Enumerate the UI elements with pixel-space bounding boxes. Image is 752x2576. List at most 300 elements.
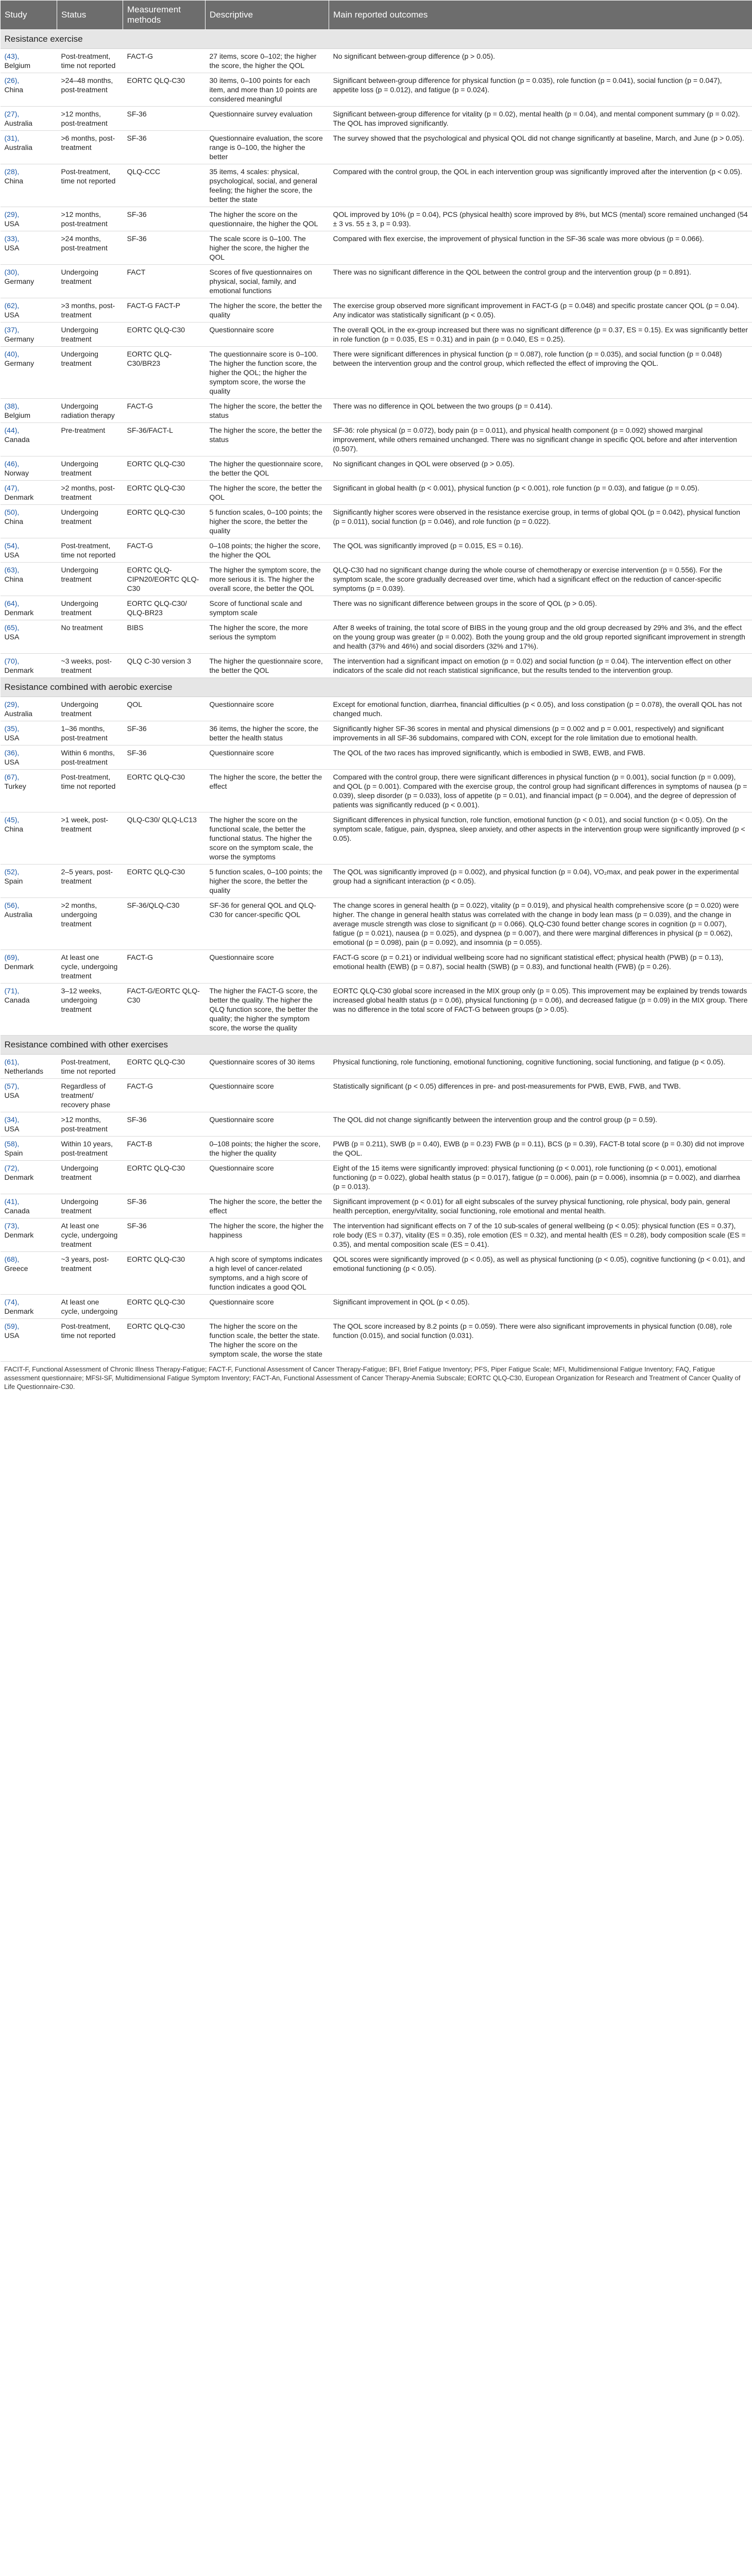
table-row [1,984,752,1036]
method-cell: SF-36/FACT-L [123,423,206,456]
table-row [1,131,752,164]
study-country: USA [4,551,20,559]
outcome-cell: QOL scores were significantly improved (p < 0.05), as well as physical functioning (p < 0.05), cognitive functioning (p < 0.01), and emotional functioning (p < 0.05). [329,1252,752,1295]
status-cell: Undergoing radiation therapy [57,399,123,423]
study-cell [1,596,57,620]
method-cell: FACT-G [123,399,206,423]
outcome-cell: Significant improvement (p < 0.01) for all eight subscales of the survey physical functioning, role physical, body pain, general health perception, energy/vitality, social functioning, role emotional and mental health. [329,1194,752,1218]
table-row [1,49,752,73]
method-cell: EORTC QLQ-C30 [123,1161,206,1194]
outcome-cell: Significant improvement in QOL (p < 0.05). [329,1295,752,1319]
study-country: Germany [4,359,35,367]
status-cell: ~3 weeks, post-treatment [57,654,123,678]
section-header [1,1036,752,1055]
study-country: USA [4,311,20,319]
study-cell [1,1161,57,1194]
status-cell: At least one cycle, undergoing [57,1295,123,1319]
table-row [1,323,752,347]
status-cell: Undergoing treatment [57,563,123,596]
status-cell: Undergoing treatment [57,1194,123,1218]
status-cell: Regardless of treatment/ recovery phase [57,1079,123,1112]
study-cell [1,164,57,207]
method-cell: EORTC QLQ-C30 [123,323,206,347]
status-cell: Undergoing treatment [57,596,123,620]
status-cell: Post-treatment, time not reported [57,1055,123,1079]
outcome-cell: Compared with flex exercise, the improvement of physical function in the SF-36 scale was more obvious (p = 0.066). [329,231,752,265]
table-row [1,950,752,984]
reference-link[interactable]: (34), [4,1115,20,1124]
table-row [1,596,752,620]
method-cell: SF-36 [123,207,206,231]
study-cell [1,721,57,745]
outcome-cell: Compared with the control group, there were significant differences in physical function (p = 0.001), social function (p = 0.009), and QOL (p = 0.001). Compared with the exercise group, the control group had significant differences in symptoms of nausea (p = 0.039), sleep disorder (p = 0.033), loss of appetite (p = 0.01), and financial impact (p = 0.004), and the degree of depression of patients was significantly reduced (p < 0.001). [329,770,752,812]
study-cell [1,898,57,950]
study-cell [1,812,57,865]
reference-link[interactable]: (35), [4,724,20,733]
reference-link[interactable]: (57), [4,1082,20,1090]
outcome-cell: No significant changes in QOL were observed (p > 0.05). [329,456,752,481]
study-country: Turkey [4,782,26,790]
method-cell: FACT-G [123,538,206,563]
descriptive-cell: SF-36 for general QOL and QLQ-C30 for cancer-specific QOL [206,898,329,950]
section-title: Resistance exercise [1,30,752,49]
outcome-cell: FACT-G score (p = 0.21) or individual wellbeing score had no significant statistical effect; physical health (PWB) (p = 0.13), emotional health (EWB) (p = 0.87), social health (SWB) (p = 0.83), and functional health (FWB) (p = 0.26). [329,950,752,984]
reference-link[interactable]: (26), [4,76,20,84]
study-cell [1,207,57,231]
reference-link[interactable]: (47), [4,484,20,492]
outcome-cell: The QOL score increased by 8.2 points (p = 0.059). There were also significant improvements in physical function (0.08), role function (0.015), and social function (0.031). [329,1319,752,1362]
status-cell: Undergoing treatment [57,456,123,481]
study-country: Greece [4,1264,28,1273]
study-country: USA [4,734,20,742]
status-cell: At least one cycle, undergoing treatment [57,950,123,984]
status-cell: Pre-treatment [57,423,123,456]
descriptive-cell: Questionnaire score [206,745,329,770]
study-cell [1,423,57,456]
descriptive-cell: The higher the symptom score, the more serious it is. The higher the overall score, the better the QOL [206,563,329,596]
descriptive-cell: The higher the score, the better the QOL [206,481,329,505]
reference-link[interactable]: (27), [4,110,20,118]
reference-link[interactable]: (73), [4,1222,20,1230]
outcome-cell: SF-36: role physical (p = 0.072), body pain (p = 0.011), and physical health component (p = 0.092) showed marginal improvement, while others remained unchanged. There was no significant change in specific QOL before and after intervention (0.507). [329,423,752,456]
table-row [1,481,752,505]
outcome-cell: No significant between-group difference (p > 0.05). [329,49,752,73]
descriptive-cell: The questionnaire score is 0–100. The higher the function score, the higher the QOL; the higher the symptom score, the worse the quality [206,347,329,399]
table-row [1,456,752,481]
study-cell [1,231,57,265]
study-country: China [4,86,24,94]
study-country: Canada [4,1207,30,1215]
study-cell [1,865,57,898]
outcome-cell: QOL improved by 10% (p = 0.04), PCS (physical health) score improved by 8%, but MCS (mental) score remained unchanged (54 ± 3 vs. 55 ± 3, p = 0.93). [329,207,752,231]
outcome-cell: Significantly higher scores were observed in the resistance exercise group, in terms of global QOL (p = 0.042), physical function (p = 0.011), social function (p = 0.046), and role function (p = 0.022). [329,505,752,538]
outcome-cell: Statistically significant (p < 0.05) differences in pre- and post-measurements for PWB, EWB, FWB, and TWB. [329,1079,752,1112]
reference-link[interactable]: (30), [4,268,20,276]
study-cell [1,131,57,164]
study-country: Australia [4,709,32,718]
status-cell: Undergoing treatment [57,697,123,721]
status-cell: Undergoing treatment [57,323,123,347]
status-cell: Post-treatment, time not reported [57,770,123,812]
study-cell [1,950,57,984]
method-cell: FACT [123,265,206,298]
descriptive-cell: A high score of symptoms indicates a high level of cancer-related symptoms, and a high score of function indicates a good QOL [206,1252,329,1295]
table-body [1,30,752,1362]
outcome-cell: The exercise group observed more significant improvement in FACT-G (p = 0.048) and specific prostate cancer QOL (p = 0.04). Any indicator was statistically significant (p < 0.05). [329,298,752,323]
study-cell [1,107,57,131]
status-cell: >3 months, post-treatment [57,298,123,323]
table-row [1,73,752,107]
reference-link[interactable]: (56), [4,901,20,909]
table-row [1,505,752,538]
study-country: Denmark [4,1307,34,1315]
descriptive-cell: The higher the score, the better the effect [206,1194,329,1218]
study-country: Denmark [4,608,34,617]
outcome-cell: Significantly higher SF-36 scores in mental and physical dimensions (p = 0.002 and p = 0.001, respectively) and significant improvements in all SF-36 subdomains, compared with CON, except for the role limitation due to emotional health. [329,721,752,745]
study-country: China [4,825,24,833]
reference-link[interactable]: (44), [4,426,20,434]
descriptive-cell: Questionnaire scores of 30 items [206,1055,329,1079]
reference-link[interactable]: (59), [4,1322,20,1330]
outcome-cell: There was no difference in QOL between the two groups (p = 0.414). [329,399,752,423]
outcome-cell: The QOL did not change significantly between the intervention group and the control group (p = 0.59). [329,1112,752,1137]
table-row [1,898,752,950]
outcome-cell: PWB (p = 0.211), SWB (p = 0.40), EWB (p = 0.23) FWB (p = 0.11), BCS (p = 0.39), FACT-B total score (p = 0.30) did not improve the QOL. [329,1137,752,1161]
study-cell [1,538,57,563]
outcome-cell: QLQ-C30 had no significant change during the whole course of chemotherapy or exercise intervention (p = 0.556). For the symptom scale, the score gradually decreased over time, which had a significant effect on the reduction of cancer-specific symptoms (p = 0.039). [329,563,752,596]
method-cell: SF-36 [123,107,206,131]
reference-link[interactable]: (58), [4,1140,20,1148]
header-row [1,1,752,30]
reference-link[interactable]: (45), [4,816,20,824]
study-country: China [4,575,24,583]
reference-link[interactable]: (65), [4,623,20,632]
outcome-cell: The intervention had a significant impact on emotion (p = 0.02) and social function (p = 0.04). The intervention effect on other indicators of the scale did not reach statistical significance, but the results tended to the intervention group. [329,654,752,678]
descriptive-cell: The higher the questionnaire score, the better the QOL [206,654,329,678]
study-cell [1,620,57,654]
section-title: Resistance combined with other exercises [1,1036,752,1055]
outcome-cell: Significant in global health (p < 0.001), physical function (p < 0.001), role function (p = 0.03), and fatigue (p = 0.05). [329,481,752,505]
outcome-cell: The intervention had significant effects on 7 of the 10 sub-scales of general wellbeing (p < 0.05): physical function (ES = 0.37), role body (ES = 0.37), vitality (ES = 0.35), role emotion (ES = 0.32), and mental health (ES = 0.28), body composition scale (ES = 0.35), and mental composition scale (ES = 0.41). [329,1218,752,1252]
study-cell [1,1295,57,1319]
table-row [1,423,752,456]
method-cell: EORTC QLQ-C30 [123,865,206,898]
reference-link[interactable]: (43), [4,52,20,60]
status-cell: >6 months, post-treatment [57,131,123,164]
table-row [1,298,752,323]
study-cell [1,456,57,481]
reference-link[interactable]: (36), [4,749,20,757]
table-row [1,231,752,265]
table-footnote: FACIT-F, Functional Assessment of Chronic Illness Therapy-Fatigue; FACT-F, Functional Assessment of Cancer Therapy-Fatigue; BFI, Brief Fatigue Inventory; PFS, Piper Fatigue Scale; MFI, Multidimensional Fatigue Inventory; FAQ, Fatigue assessment questionnaire; MFSI-SF, Multidimensional Fatigue Symptom Inventory; FACT-An, Functional Assessment of Cancer Therapy-Anemia Subscale; EORTC QLQ-C30, European Organization for Research and Treatment of Cancer Quality of Life Questionnaire-C30. [4,1365,741,1391]
study-country: Canada [4,435,30,444]
study-cell [1,298,57,323]
table-row [1,563,752,596]
method-cell: SF-36 [123,131,206,164]
method-cell: SF-36 [123,1218,206,1252]
descriptive-cell: 0–108 points; the higher the score, the higher the quality [206,1137,329,1161]
status-cell: Within 6 months, post-treatment [57,745,123,770]
study-country: Denmark [4,666,34,674]
method-cell: EORTC QLQ-C30 [123,456,206,481]
reference-link[interactable]: (72), [4,1164,20,1172]
descriptive-cell: The scale score is 0–100. The higher the score, the higher the QOL [206,231,329,265]
reference-link[interactable]: (74), [4,1298,20,1306]
descriptive-cell: Score of functional scale and symptom scale [206,596,329,620]
table-row [1,164,752,207]
study-country: Belgium [4,411,31,419]
reference-link[interactable]: (69), [4,953,20,961]
status-cell: 2–5 years, post-treatment [57,865,123,898]
method-cell: QLQ-CCC [123,164,206,207]
descriptive-cell: The higher the score, the more serious the symptom [206,620,329,654]
study-cell [1,745,57,770]
reference-link[interactable]: (52), [4,868,20,876]
method-cell: QOL [123,697,206,721]
outcome-cell: The overall QOL in the ex-group increased but there was no significant difference (p = 0.37, ES = 0.15). Ex was significantly better in role function (p = 0.035, ES = 0.31) and in pain (p = 0.040, ES = 0.25). [329,323,752,347]
table-row [1,1252,752,1295]
reference-link[interactable]: (41), [4,1197,20,1206]
reference-link[interactable]: (28), [4,167,20,176]
method-cell: EORTC QLQ-C30 [123,505,206,538]
study-cell [1,265,57,298]
reference-link[interactable]: (40), [4,350,20,358]
study-cell [1,1194,57,1218]
study-country: USA [4,1331,20,1340]
method-cell: EORTC QLQ-C30 [123,481,206,505]
outcome-cell: There were significant differences in physical function (p = 0.087), role function (p = 0.035), and social function (p = 0.048) between the intervention group and the control group, which reflected the effect of improving the QOL. [329,347,752,399]
outcome-cell: The QOL of the two races has improved significantly, which is embodied in SWB, EWB, and FWB. [329,745,752,770]
reference-link[interactable]: (68), [4,1255,20,1263]
study-country: USA [4,633,20,641]
reference-link[interactable]: (31), [4,134,20,142]
reference-link[interactable]: (29), [4,210,20,218]
outcome-cell: Eight of the 15 items were significantly improved: physical functioning (p < 0.001), role functioning (p < 0.001), emotional functioning (p = 0.022), global health status (p = 0.017), fatigue (p = 0.006), pain (p = 0.006), insomnia (p = 0.002), and diarrhea (p = 0.013). [329,1161,752,1194]
outcome-cell: Except for emotional function, diarrhea, financial difficulties (p < 0.05), and loss constipation (p = 0.078), the overall QOL has not changed much. [329,697,752,721]
method-cell: FACT-G [123,49,206,73]
descriptive-cell: 5 function scales, 0–100 points; the higher the score, the better the quality [206,505,329,538]
status-cell: ~3 years, post-treatment [57,1252,123,1295]
header-study: Study [1,1,57,30]
table-row [1,538,752,563]
descriptive-cell: The higher the score, the higher the happiness [206,1218,329,1252]
section-header [1,30,752,49]
descriptive-cell: Questionnaire evaluation, the score range is 0–100, the higher the better [206,131,329,164]
study-cell [1,481,57,505]
table-row [1,107,752,131]
study-cell [1,697,57,721]
descriptive-cell: The higher the score, the better the status [206,399,329,423]
reference-link[interactable]: (61), [4,1058,20,1066]
descriptive-cell: Questionnaire score [206,1079,329,1112]
outcome-cell: The survey showed that the psychological and physical QOL did not change significantly at baseline, March, and June (p > 0.05). [329,131,752,164]
descriptive-cell: The higher the score, the better the status [206,423,329,456]
method-cell: SF-36 [123,1112,206,1137]
study-country: China [4,177,24,185]
table-row [1,697,752,721]
study-country: Netherlands [4,1067,43,1075]
study-country: Spain [4,877,23,885]
status-cell: Undergoing treatment [57,347,123,399]
header-main-outcomes: Main reported outcomes [329,1,752,30]
table-row [1,620,752,654]
study-cell [1,1079,57,1112]
descriptive-cell: The higher the FACT-G score, the better the quality. The higher the QLQ function score, the better the quality; the higher the symptom score, the worse the quality [206,984,329,1036]
study-cell [1,323,57,347]
study-country: Australia [4,119,32,127]
study-country: China [4,517,24,526]
outcome-cell: There was no significant difference between groups in the score of QOL (p > 0.05). [329,596,752,620]
study-country: Australia [4,143,32,151]
descriptive-cell: Questionnaire score [206,950,329,984]
study-country: USA [4,758,20,766]
reference-link[interactable]: (67), [4,773,20,781]
descriptive-cell: Questionnaire score [206,697,329,721]
study-country: USA [4,1125,20,1133]
status-cell: No treatment [57,620,123,654]
table-row [1,745,752,770]
table-row [1,1295,752,1319]
reference-link[interactable]: (33), [4,234,20,243]
method-cell: SF-36 [123,745,206,770]
header-descriptive: Descriptive [206,1,329,30]
outcome-cell: Compared with the control group, the QOL in each intervention group was significantly improved after the intervention (p < 0.05). [329,164,752,207]
status-cell: >12 months, post-treatment [57,207,123,231]
table-row [1,865,752,898]
table-row [1,654,752,678]
study-country: USA [4,244,20,252]
table-row [1,399,752,423]
reference-link[interactable]: (70), [4,657,20,665]
status-cell: >2 months, post-treatment [57,481,123,505]
descriptive-cell: 27 items, score 0–102; the higher the score, the higher the QOL [206,49,329,73]
study-country: USA [4,1091,20,1099]
study-cell [1,347,57,399]
study-country: Belgium [4,61,31,70]
descriptive-cell: The higher the score, the better the quality [206,298,329,323]
outcome-cell: The QOL was significantly improved (p = 0.015, ES = 0.16). [329,538,752,563]
study-cell [1,1319,57,1362]
study-cell [1,563,57,596]
descriptive-cell: The higher the score on the function scale, the better the state. The higher the score on the symptom scale, the worse the state [206,1319,329,1362]
status-cell: Within 10 years, post-treatment [57,1137,123,1161]
table-row [1,770,752,812]
status-cell: Post-treatment, time not reported [57,1319,123,1362]
study-cell [1,984,57,1036]
table-row [1,1161,752,1194]
method-cell: EORTC QLQ-C30 [123,73,206,107]
method-cell: BIBS [123,620,206,654]
table-row [1,812,752,865]
method-cell: EORTC QLQ-C30 [123,770,206,812]
study-country: Spain [4,1149,23,1157]
reference-link[interactable]: (54), [4,541,20,550]
status-cell: >24–48 months, post-treatment [57,73,123,107]
status-cell: Post-treatment, time not reported [57,49,123,73]
descriptive-cell: The higher the score on the questionnaire, the higher the QOL [206,207,329,231]
reference-link[interactable]: (37), [4,326,20,334]
section-header [1,678,752,697]
descriptive-cell: 35 items, 4 scales: physical, psychological, social, and general feeling; the higher the score, the better the state [206,164,329,207]
reference-link[interactable]: (29), [4,700,20,708]
study-country: Norway [4,469,29,477]
status-cell: >12 months, post-treatment [57,1112,123,1137]
study-cell [1,1218,57,1252]
status-cell: Post-treatment, time not reported [57,538,123,563]
table-row [1,265,752,298]
descriptive-cell: 36 items, the higher the score, the better the health status [206,721,329,745]
study-cell [1,73,57,107]
method-cell: QLQ-C30/ QLQ-LC13 [123,812,206,865]
status-cell: Undergoing treatment [57,505,123,538]
study-cell [1,399,57,423]
status-cell: At least one cycle, undergoing treatment [57,1218,123,1252]
study-country: Australia [4,910,32,919]
reference-link[interactable]: (71), [4,987,20,995]
status-cell: >12 months, post-treatment [57,107,123,131]
reference-link[interactable]: (50), [4,508,20,516]
outcome-cell: EORTC QLQ-C30 global score increased in the MIX group only (p = 0.05). This improvement may be explained by trends towards increased global health status (p = 0.06), physical functioning (p = 0.06), and decreased fatigue (p = 0.09) in the MIX group. There was no difference in the total score of FACT-G between groups (p > 0.05). [329,984,752,1036]
method-cell: SF-36 [123,721,206,745]
descriptive-cell: The higher the score, the better the effect [206,770,329,812]
method-cell: FACT-G/EORTC QLQ-C30 [123,984,206,1036]
outcome-cell: Significant between-group difference for physical function (p = 0.035), role function (p = 0.041), social function (p = 0.047), appetite loss (p = 0.012), and fatigue (p = 0.024). [329,73,752,107]
method-cell: SF-36 [123,231,206,265]
status-cell: >2 months, undergoing treatment [57,898,123,950]
descriptive-cell: 0–108 points; the higher the score, the higher the QOL [206,538,329,563]
descriptive-cell: The higher the score on the functional scale, the better the functional status. The higher the score on the symptom scale, the worse the symptoms [206,812,329,865]
table-row [1,207,752,231]
reference-link[interactable]: (46), [4,460,20,468]
status-cell: Post-treatment, time not reported [57,164,123,207]
section-title: Resistance combined with aerobic exercise [1,678,752,697]
study-cell [1,770,57,812]
descriptive-cell: Questionnaire score [206,1295,329,1319]
study-cell [1,1137,57,1161]
method-cell: EORTC QLQ-C30/ QLQ-BR23 [123,596,206,620]
descriptive-cell: Questionnaire score [206,323,329,347]
table-row [1,1218,752,1252]
descriptive-cell: Questionnaire score [206,1112,329,1137]
outcome-cell: The change scores in general health (p = 0.022), vitality (p = 0.019), and physical health comprehensive score (p = 0.020) were higher. The change in general health status was correlated with the change in body lean mass (p = 0.039), and the change in average muscle strength was close to significant (p = 0.066). QLQ-C30 found better change scores in cognition (p = 0.007), fatigue (p = 0.021), nausea (p = 0.025), and dyspnea (p = 0.007), and there were marginal differences in physical (p = 0.062), emotional (p = 0.098), pain (p = 0.092), and insomnia (p = 0.055). [329,898,752,950]
descriptive-cell: 30 items, 0–100 points for each item, and more than 10 points are considered meaningful [206,73,329,107]
outcome-cell: After 8 weeks of training, the total score of BIBS in the young group and the old group decreased by 29% and 3%, and the effect on the young group was greater (p = 0.002). Both the young group and the old group reported significant improvement in strength and health (37% and 46%) and social disorders (32% and 17%). [329,620,752,654]
method-cell: EORTC QLQ-C30 [123,1295,206,1319]
reference-link[interactable]: (63), [4,566,20,574]
study-country: Denmark [4,962,34,971]
table-row [1,721,752,745]
study-cell [1,654,57,678]
table-row [1,1137,752,1161]
method-cell: EORTC QLQ-C30 [123,1252,206,1295]
outcome-cell: Significant differences in physical function, role function, emotional function (p < 0.01), and social function (p < 0.05). On the symptom scale, fatigue, pain, dyspnea, sleep anxiety, and other aspects in the intervention group were significantly improved (p < 0.05). [329,812,752,865]
status-cell: 3–12 weeks, undergoing treatment [57,984,123,1036]
method-cell: SF-36/QLQ-C30 [123,898,206,950]
outcome-cell: There was no significant difference in the QOL between the control group and the intervention group (p = 0.891). [329,265,752,298]
reference-link[interactable]: (62), [4,301,20,310]
method-cell: EORTC QLQ-C30 [123,1055,206,1079]
method-cell: EORTC QLQ-C30/BR23 [123,347,206,399]
table-row [1,1079,752,1112]
reference-link[interactable]: (64), [4,599,20,607]
status-cell: 1–36 months, post-treatment [57,721,123,745]
study-country: Denmark [4,493,34,501]
reference-link[interactable]: (38), [4,402,20,410]
study-cell [1,505,57,538]
descriptive-cell: Scores of five questionnaires on physical, social, family, and emotional functions [206,265,329,298]
table-row [1,1194,752,1218]
study-country: Denmark [4,1173,34,1181]
